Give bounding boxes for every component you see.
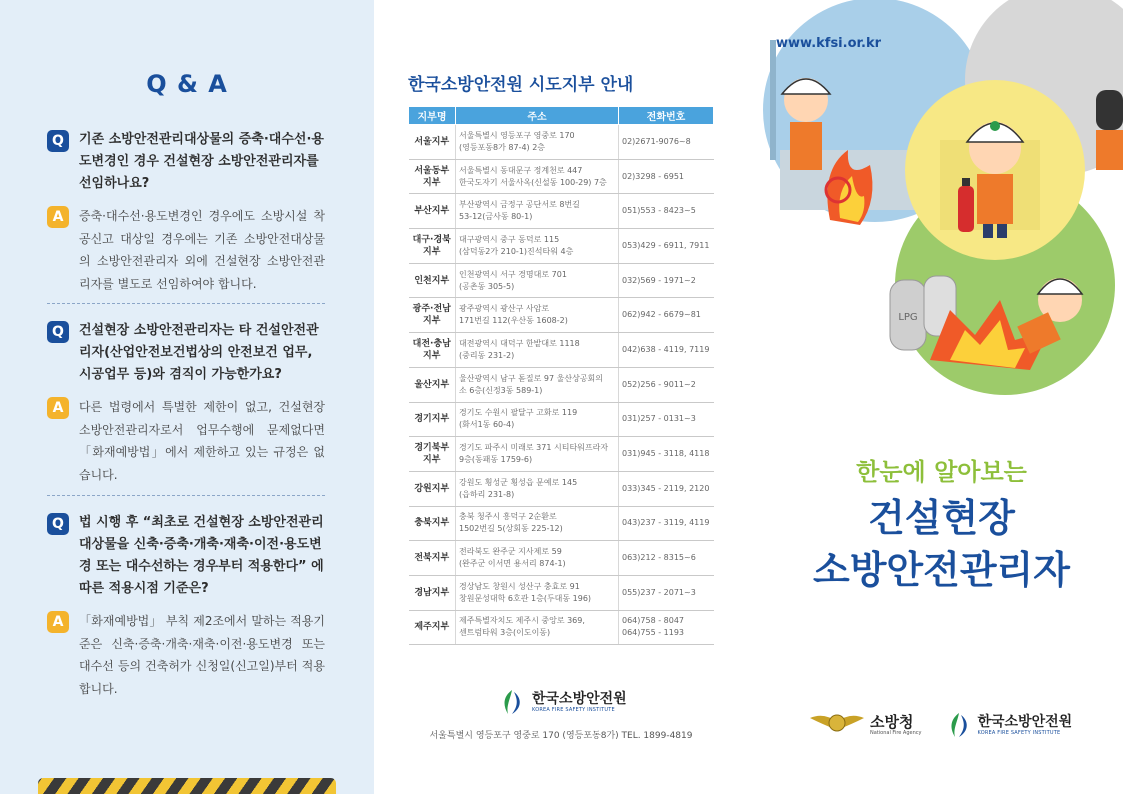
qa-title: Q & A: [146, 70, 228, 98]
branch-address-cell: 서울특별시 동대문구 정계천로 447 한국도자기 서울사옥(신설동 100-29) 7층: [456, 159, 619, 194]
branch-phone-cell: 042)638 - 4119, 7119: [619, 333, 714, 368]
branch-address-cell: 전라북도 완주군 지사제로 59 (완주군 이서면 용서리 874-1): [456, 541, 619, 576]
qa-item-2: [47, 320, 325, 486]
qa-item-3: [47, 512, 325, 700]
answer-text: 증축·대수선·용도변경인 경우에도 소방시설 착공신고 대상일 경우에는 기존 소방안전대상물의 소방안전관리자 외에 건설현장 소방안전관리자를 별도로 선임하여야 합니다.: [79, 209, 325, 291]
organization-logos: [808, 708, 1072, 742]
branch-phone-cell: 051)553 - 8423~5: [619, 194, 714, 229]
branch-phone-cell: 052)256 - 9011~2: [619, 367, 714, 402]
branch-phone-cell: 062)942 - 6679~81: [619, 298, 714, 333]
illustration: [760, 0, 1123, 400]
question-text: 건설현장 소방안전관리자는 타 건설안전관리자(산업안전보건법상의 안전보건 업무, 시공업무 등)와 겸직이 가능한가요?: [79, 323, 319, 382]
branch-phone-cell: 064)758 - 8047 064)755 - 1193: [619, 610, 714, 645]
column-header-phone: 전화번호: [619, 107, 714, 125]
branch-address-cell: 광주광역시 광산구 사암로 171번길 112(우산동 1608-2): [456, 298, 619, 333]
answer-row: [47, 205, 325, 295]
nfa-name: 소방청: [870, 713, 914, 731]
branch-name-cell: 울산지부: [409, 367, 456, 402]
branch-name-cell: 전북지부: [409, 541, 456, 576]
qa-item-1: [47, 129, 325, 295]
question-text: 법 시행 후 “최초로 건설현장 소방안전관리대상물을 신축·증축·개축·재축·이전·용도변경 또는 대수선하는 경우부터 적용한다” 에 따른 적용시점 기준은?: [79, 515, 324, 596]
answer-text: 「화재예방법」 부칙 제2조에서 말하는 적용기준은 신축·증축·개축·재축·이전·용도변경 또는 대수선 등의 건축허가 신청일(신고일)부터 적용합니다.: [79, 614, 325, 696]
branch-name-cell: 충북지부: [409, 506, 456, 541]
branch-phone-cell: 055)237 - 2071~3: [619, 575, 714, 610]
branch-name-cell: 경남지부: [409, 575, 456, 610]
branch-table-body: [409, 125, 714, 645]
branch-table: [408, 106, 714, 645]
q-badge-icon: Q: [47, 513, 69, 535]
answer-text: 다른 법령에서 특별한 제한이 없고, 건설현장 소방안전관리자로서 업무수행에 문제없다면 「화재예방법」에서 제한하고 있는 규정은 없습니다.: [79, 400, 325, 482]
table-row: [409, 610, 714, 645]
branch-phone-cell: 02)3298 - 6951: [619, 159, 714, 194]
branch-name-cell: 제주지부: [409, 610, 456, 645]
table-row: [409, 402, 714, 437]
branch-address-cell: 경기도 파주시 미래로 371 시티타워프라자 9층(동패동 1759-6): [456, 437, 619, 472]
question-text: 기존 소방안전관리대상물의 증축·대수선·용도변경인 경우 건설현장 소방안전관리자를 선임하나요?: [79, 132, 324, 191]
welder-character-icon: [1096, 90, 1123, 170]
branch-address-cell: 인천광역시 서구 경명대로 701 (공촌동 305-5): [456, 263, 619, 298]
a-badge-icon: A: [47, 611, 69, 633]
table-row: [409, 125, 714, 160]
branch-phone-cell: 053)429 - 6911, 7911: [619, 229, 714, 264]
crane-icon: [770, 40, 776, 160]
branch-name-cell: 서울동부 지부: [409, 159, 456, 194]
table-row: [409, 367, 714, 402]
branch-phone-cell: 033)345 - 2119, 2120: [619, 471, 714, 506]
table-row: [409, 298, 714, 333]
question-row: [47, 320, 325, 386]
table-row: [409, 437, 714, 472]
divider: [47, 303, 325, 304]
lpg-label: LPG: [898, 312, 918, 323]
branch-phone-cell: 032)569 - 1971~2: [619, 263, 714, 298]
main-title-line-1: 건설현장: [868, 496, 1015, 540]
branch-name-cell: 경기지부: [409, 402, 456, 437]
branch-phone-cell: 031)945 - 3118, 4118: [619, 437, 714, 472]
a-badge-icon: A: [47, 397, 69, 419]
column-header-name: 지부명: [409, 107, 456, 125]
branch-address-cell: 경상남도 창원시 성산구 충효로 91 창원문성대학 6호관 1층(두대동 196): [456, 575, 619, 610]
branch-guide-title: 한국소방안전원 시도지부 안내: [408, 75, 634, 95]
branch-phone-cell: 02)2671-9076~8: [619, 125, 714, 160]
kfsi-logo-name: 한국소방안전원: [532, 691, 627, 707]
kfsi-logo-english: KOREA FIRE SAFETY INSTITUTE: [532, 707, 615, 713]
nfa-english: National Fire Agency: [870, 730, 922, 736]
branch-address-cell: 경기도 수원시 팔달구 고화로 119 (화서1동 60-4): [456, 402, 619, 437]
branch-name-cell: 광주·전남 지부: [409, 298, 456, 333]
website-url: www.kfsi.or.kr: [776, 36, 882, 51]
branch-address-cell: 서울특별시 영등포구 영중로 170 (영등포동8가 87-4) 2층: [456, 125, 619, 160]
q-badge-icon: Q: [47, 130, 69, 152]
branch-address-cell: 제주특별자치도 제주시 중앙로 369, 센트럼타워 3층(이도이동): [456, 610, 619, 645]
branch-name-cell: 서울지부: [409, 125, 456, 160]
branch-name-cell: 인천지부: [409, 263, 456, 298]
table-row: [409, 159, 714, 194]
hazard-stripe: [38, 778, 336, 794]
branch-phone-cell: 043)237 - 3119, 4119: [619, 506, 714, 541]
table-row: [409, 506, 714, 541]
qa-panel: [0, 0, 374, 794]
table-row: [409, 263, 714, 298]
branch-name-cell: 경기북부 지부: [409, 437, 456, 472]
branch-phone-cell: 031)257 - 0131~3: [619, 402, 714, 437]
branch-address-cell: 울산광역시 남구 돋질로 97 울산상공회의 소 6층(신정3동 589-1): [456, 367, 619, 402]
column-header-address: 주소: [456, 107, 619, 125]
table-row: [409, 194, 714, 229]
question-row: [47, 512, 325, 600]
branch-address-cell: 강원도 횡성군 횡성읍 문예로 145 (읍하리 231-8): [456, 471, 619, 506]
subtitle: 한눈에 알아보는: [856, 458, 1027, 486]
table-row: [409, 541, 714, 576]
divider: [47, 495, 325, 496]
answer-row: [47, 610, 325, 700]
branch-phone-cell: 063)212 - 8315~6: [619, 541, 714, 576]
q-badge-icon: Q: [47, 321, 69, 343]
kfsi-name: 한국소방안전원: [977, 714, 1073, 730]
main-title: [760, 492, 1123, 596]
table-row: [409, 471, 714, 506]
question-row: [47, 129, 325, 195]
a-badge-icon: A: [47, 206, 69, 228]
answer-row: [47, 396, 325, 486]
branch-address-cell: 대구광역시 중구 동덕로 115 (삼덕동2가 210-1)진석타워 4층: [456, 229, 619, 264]
kfsi-logo: [498, 688, 627, 716]
branch-name-cell: 대전·충남 지부: [409, 333, 456, 368]
table-row: [409, 229, 714, 264]
branch-name-cell: 부산지부: [409, 194, 456, 229]
nfa-emblem-icon: [808, 708, 866, 742]
kfsi-english: KOREA FIRE SAFETY INSTITUTE: [977, 730, 1061, 736]
headquarters-address: 서울특별시 영등포구 영중로 170 (영등포동8가) TEL. 1899-4819: [429, 731, 693, 741]
table-row: [409, 333, 714, 368]
table-row: [409, 575, 714, 610]
table-header-row: [409, 107, 714, 125]
branch-address-cell: 부산광역시 금정구 공단서로 8번길 53-12(금사동 80-1): [456, 194, 619, 229]
kfsi-logo-icon: [498, 688, 526, 716]
branch-name-cell: 강원지부: [409, 471, 456, 506]
main-title-line-2: 소방안전관리자: [813, 548, 1070, 592]
branch-name-cell: 대구·경북 지부: [409, 229, 456, 264]
branch-address-cell: 대전광역시 대덕구 한밭대로 1118 (중리동 231-2): [456, 333, 619, 368]
kfsi-logo-icon: [945, 711, 973, 739]
branch-address-cell: 충북 청주시 흥덕구 2순환로 1502번길 5(상회동 225-12): [456, 506, 619, 541]
